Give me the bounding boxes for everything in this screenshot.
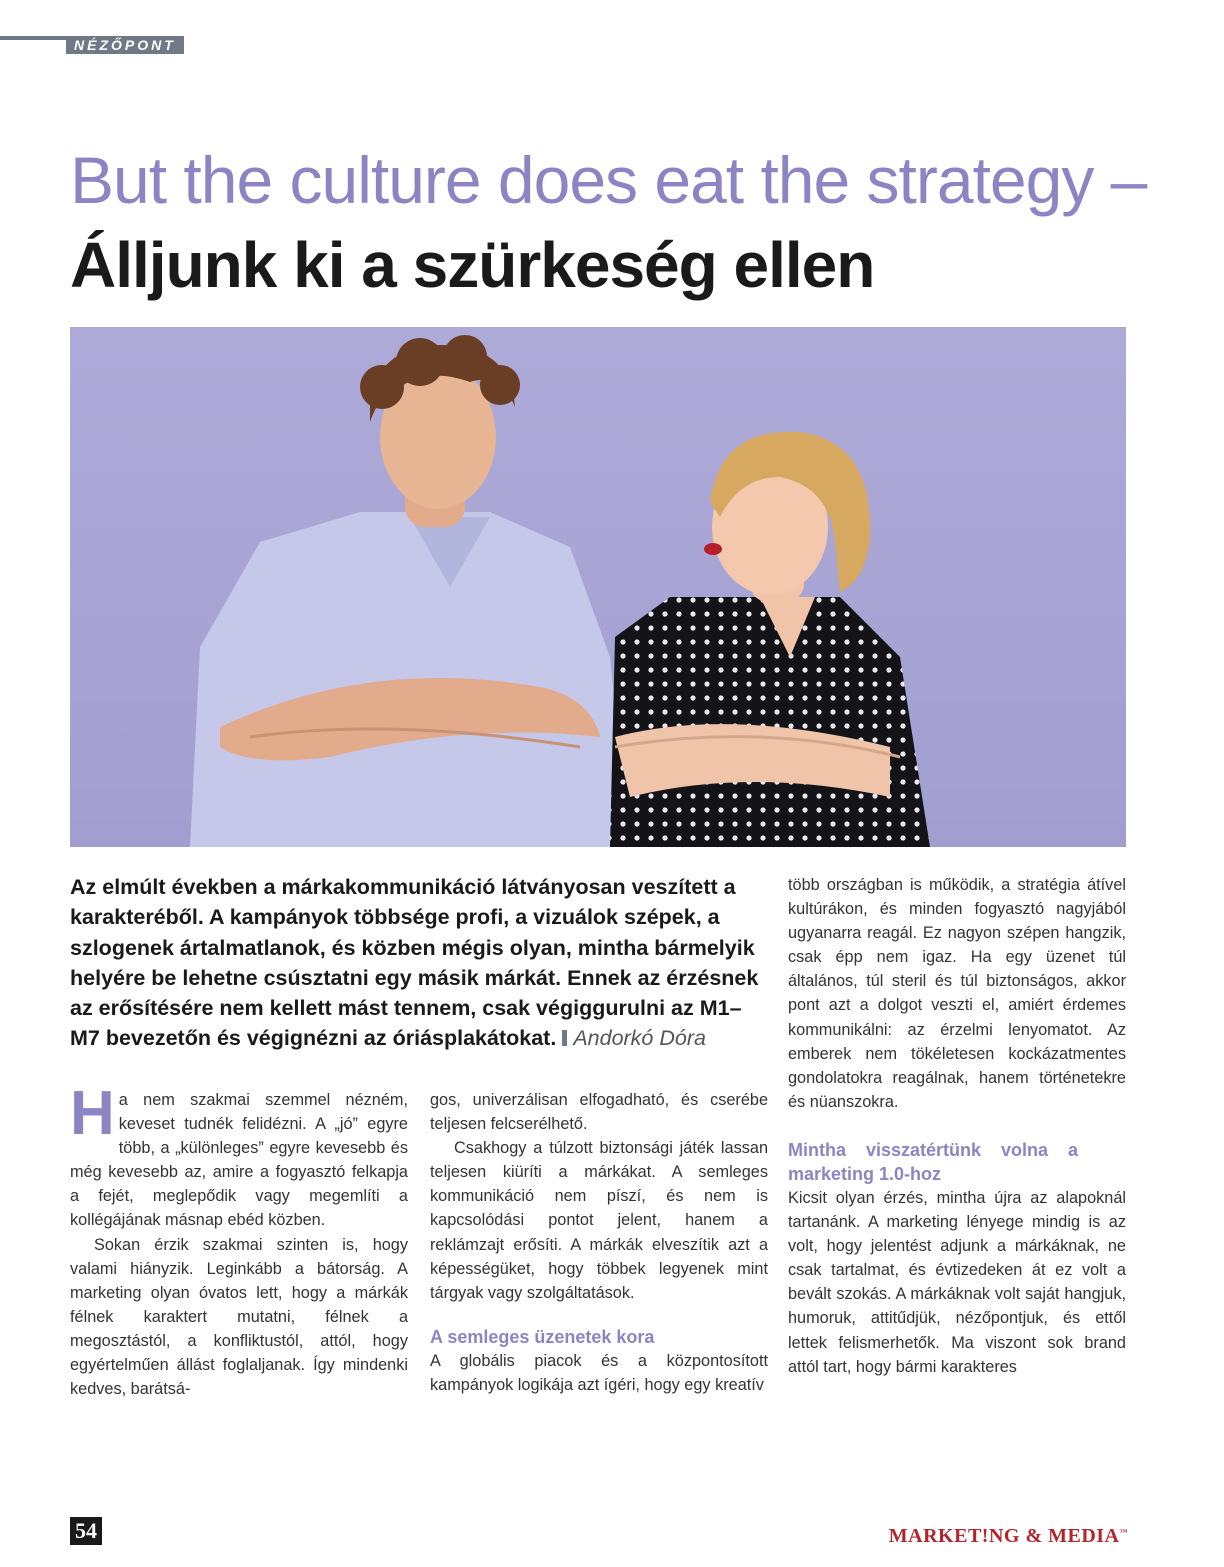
- author-separator: [562, 1030, 567, 1046]
- author-name: Andorkó Dóra: [573, 1026, 706, 1051]
- drop-cap: H: [70, 1079, 115, 1148]
- paragraph: Kicsit olyan érzés, mintha újra az alapoknál tartanánk. A marketing lényege mindig is az volt, hogy jelentést adjunk a márkáknak, ne csak tartalmat, és évtizedeken át ez volt a bevált szokás. A márkáknak volt saját hangjuk, humoruk, attitűdjük, nézőpontjuk, és ettől lettek felismerhetők. Ma viszont sok brand attól tart, hogy bármi karakteres: [788, 1188, 1126, 1376]
- publication-name: MARKET!NG & MEDIA: [888, 1525, 1120, 1547]
- paragraph: A globális piacok és a központosított kampányok logikája azt ígéri, hogy egy kreatív: [430, 1351, 768, 1394]
- publication-logo: [889, 1525, 1128, 1548]
- subheading: A semleges üzenetek kora: [430, 1326, 655, 1347]
- paragraph: Csakhogy a túlzott biztonsági játék lassan teljesen kiüríti a márkákat. A semleges kommunikáció nem píszí, és nem is kapcsolódási pontot jelent, hanem a reklámzajt erősíti. A márkák elveszítik azt a képességüket, hogy többek legyenek mint tárgyak vagy szolgáltatások.: [430, 1139, 768, 1302]
- trademark-symbol: ™: [1119, 1527, 1128, 1537]
- section-rule: [0, 36, 70, 40]
- lead-text: Az elmúlt években a márkakommunikáció látványosan veszített a karakteréből. A kampányok többsége profi, a vizuálok szépek, a szlogenek ártalmatlanok, és közben mégis olyan, mintha bármelyik helyére be lehetne csúsztatni egy másik márkát. Ennek az érzésnek az erősítésére nem kellett mást tennem, csak végiggurulni az M1–M7 bevezetőn és végignézni az óriásplakátokat.: [70, 875, 759, 1051]
- hero-illustration: [70, 327, 1126, 847]
- body-column-3: [788, 873, 1126, 1379]
- paragraph: [70, 1079, 408, 1233]
- headline-hungarian: Álljunk ki a szürkeség ellen: [70, 229, 875, 301]
- paragraph: gos, univerzálisan elfogadható, és cserébe teljesen felcserélhető.: [430, 1091, 768, 1134]
- lead-paragraph: [70, 872, 770, 1054]
- section-tag: NÉZŐPONT: [66, 36, 184, 54]
- page-number: 54: [70, 1517, 102, 1545]
- body-column-1: [70, 1079, 408, 1401]
- body-column-2: [430, 1088, 768, 1397]
- paragraph-text: a nem szakmai szemmel nézném, keveset tudnék felidézni. A „jó” egyre több, a „különleges” egyre kevesebb és még kevesebb az, amire a fogyasztó felkapja a fejét, meglepődik vagy megemlíti a kollégájának másnap ebéd közben.: [70, 1091, 408, 1230]
- hero-photo: [70, 327, 1126, 847]
- paragraph: Sokan érzik szakmai szinten is, hogy valami hiányzik. Leginkább a bátorság. A marketing olyan óvatos lett, hogy a márkák félnek karaktert mutatni, félnek a megosztástól, a konfliktustól, attól, hogy egyértelműen állást foglaljanak. Így mindenki kedves, barátsá-: [70, 1235, 408, 1399]
- subheading: Mintha visszatértünk volna a marketing 1.0-hoz: [788, 1139, 1078, 1184]
- paragraph: több országban is működik, a stratégia átível kultúrákon, és minden fogyasztó nagyjából ugyanarra reagál. Ez nagyon szépen hangzik, csak épp nem igaz. Ha egy üzenet túl általános, túl steril és túl biztonságos, akkor pont azt a dolgot veszti el, amiért érdemes kommunikálni: az érzelmi lenyomatot. Az emberek nem tökéletesen kockázatmentes gondolatokra reagálnak, hanem történetekre és nüanszokra.: [788, 876, 1126, 1111]
- headline-english: But the culture does eat the strategy –: [70, 143, 1147, 217]
